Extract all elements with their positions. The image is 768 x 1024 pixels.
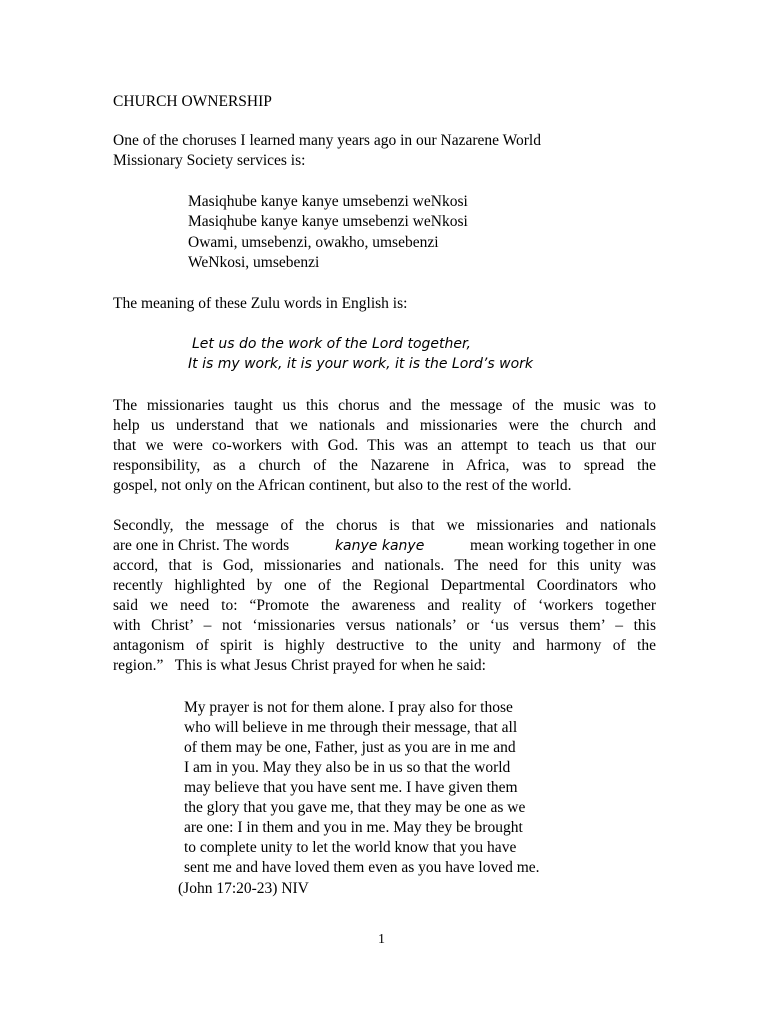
paragraph1-line: that we were co-workers with God. This was an attempt to teach us that our <box>113 437 656 454</box>
scripture-quote-line: the glory that you gave me, that they may be one as we <box>184 799 526 816</box>
page-number: 1 <box>378 932 385 947</box>
scripture-quote-line: may believe that you have sent me. I have given them <box>184 779 518 796</box>
paragraph2-text: mean working together in one <box>466 537 656 554</box>
zulu-chorus-line: Masiqhube kanye kanye umsebenzi weNkosi <box>188 213 468 230</box>
scripture-quote-line: of them may be one, Father, just as you are in me and <box>184 739 516 756</box>
scripture-quote-line: I am in you. May they also be in us so that the world <box>184 759 511 776</box>
paragraph2-line: said we need to: “Promote the awareness and reality of ‘workers together <box>113 597 656 614</box>
paragraph2-line: accord, that is God, missionaries and nationals. The need for this unity was <box>113 557 656 574</box>
intro-line: One of the choruses I learned many years ago in our Nazarene World <box>113 132 541 149</box>
paragraph1-line: gospel, not only on the African continent, but also to the rest of the world. <box>113 477 572 494</box>
paragraph1-line: responsibility, as a church of the Nazarene in Africa, was to spread the <box>113 457 656 474</box>
paragraph2-line: region.” This is what Jesus Christ prayed for when he said: <box>113 657 486 674</box>
scripture-quote-line: to complete unity to let the world know that you have <box>184 839 517 856</box>
paragraph2-line: with Christ’ – not ‘missionaries versus nationals’ or ‘us versus them’ – this <box>113 617 656 634</box>
scripture-quote-line: who will believe in me through their message, that all <box>184 719 518 736</box>
zulu-chorus-line: Masiqhube kanye kanye umsebenzi weNkosi <box>188 193 468 210</box>
paragraph2-text: are one in Christ. The words <box>113 537 294 554</box>
scripture-quote-line: My prayer is not for them alone. I pray also for those <box>184 699 513 716</box>
zulu-chorus-line: Owami, umsebenzi, owakho, umsebenzi <box>188 234 439 251</box>
italic-phrase: kanye kanye <box>334 538 425 554</box>
english-translation-line: It is my work, it is your work, it is the Lord’s work <box>188 356 533 372</box>
paragraph2-line: Secondly, the message of the chorus is that we missionaries and nationals <box>113 517 656 534</box>
meaning-intro: The meaning of these Zulu words in English is: <box>113 295 408 312</box>
english-translation-line: Let us do the work of the Lord together, <box>192 336 471 352</box>
paragraph1-line: help us understand that we nationals and missionaries were the church and <box>113 417 656 434</box>
zulu-chorus-line: WeNkosi, umsebenzi <box>188 254 320 271</box>
intro-line: Missionary Society services is: <box>113 152 306 169</box>
paragraph1-line: The missionaries taught us this chorus and the message of the music was to <box>113 397 656 414</box>
scripture-reference: (John 17:20-23) NIV <box>178 880 309 897</box>
scripture-quote-line: sent me and have loved them even as you have loved me. <box>184 859 540 876</box>
paragraph2-line-with-italic <box>113 536 656 556</box>
paragraph2-line: recently highlighted by one of the Regional Departmental Coordinators who <box>113 577 656 594</box>
scripture-quote-line: are one: I in them and you in me. May they be brought <box>184 819 523 836</box>
paragraph2-line: antagonism of spirit is highly destructive to the unity and harmony of the <box>113 637 656 654</box>
document-heading: CHURCH OWNERSHIP <box>113 93 272 110</box>
